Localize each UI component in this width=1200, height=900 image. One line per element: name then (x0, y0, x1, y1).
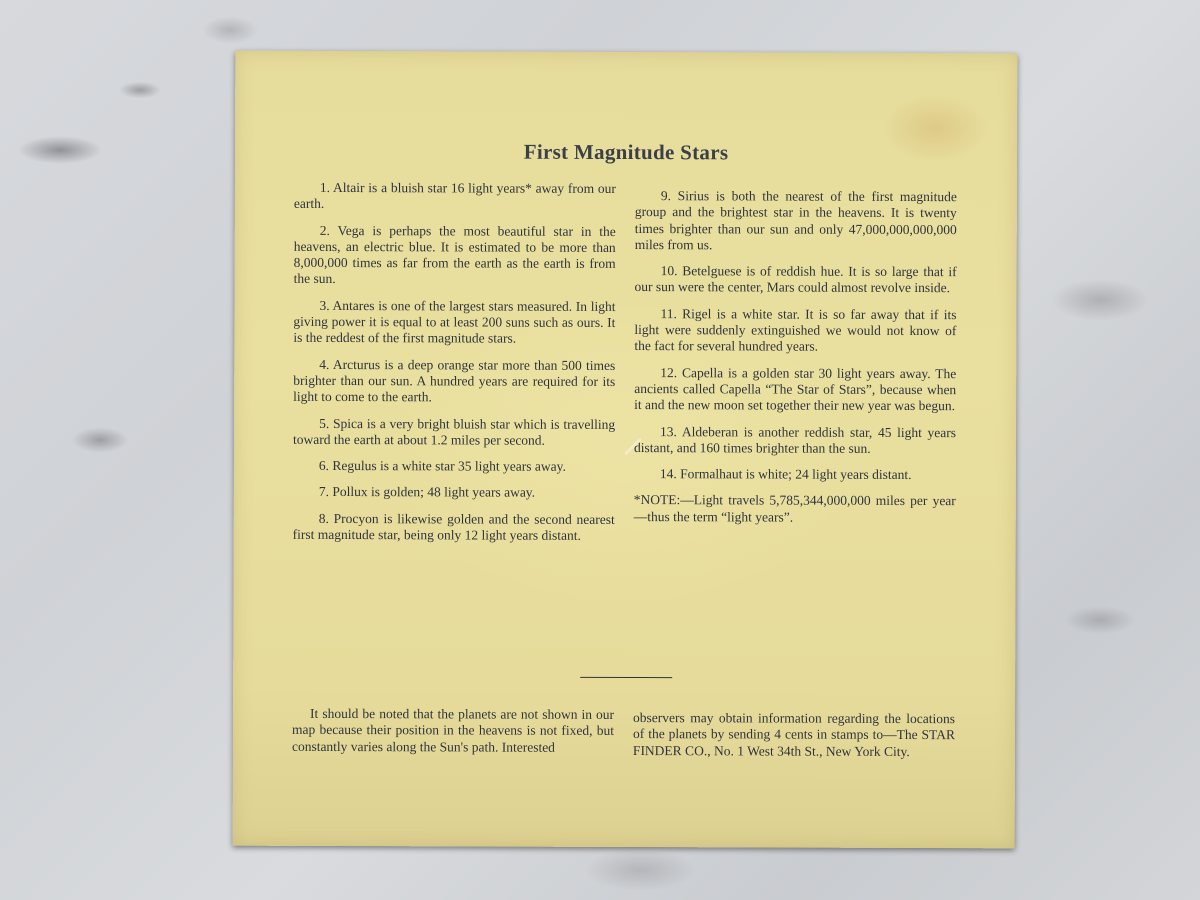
star-entry-10: 10. Betelguese is of reddish hue. It is so large that if our sun were the center, Mars could almost revolve inside. (634, 263, 957, 296)
footer-text-left: It should be noted that the planets are not shown in our map because their position in the heavens is not fixed, but constantly varies along the Sun's path. Interested (291, 705, 615, 755)
star-entry-1: 1. Altair is a bluish star 16 light years* away from our earth. (293, 179, 616, 212)
star-entry-14: 14. Formalhaut is white; 24 light years distant. (659, 466, 912, 483)
section-divider (580, 677, 672, 678)
star-entry-2: 2. Vega is perhaps the most beautiful star in the heavens, an electric blue. It is estimated to be more than 8,000,000 times as far from the earth as the earth is from the sun. (293, 222, 616, 287)
light-year-note: *NOTE:—Light travels 5,785,344,000,000 miles per year—thus the term “light years”. (633, 492, 956, 525)
star-entry-7: 7. Pollux is golden; 48 light years away. (318, 484, 536, 501)
footer-text-right: observers may obtain information regarding the locations of the planets by sending 4 cents in stamps to—The STAR FINDER CO., No. 1 West 34th St., New York City. (632, 710, 956, 759)
star-entry-12: 12. Capella is a golden star 30 light years away. The ancients called Capella “The Star of Stars”, because when it and the new moon set together their new year was begun. (634, 364, 957, 414)
star-entry-13: 13. Aldeberan is another reddish star, 45 light years distant, and 160 times brighter than the sun. (633, 423, 957, 456)
star-entry-4: 4. Arcturus is a deep orange star more than 500 times brighter than our sun. A hundred years are required for its light to come to the earth. (293, 356, 616, 405)
star-entry-3: 3. Antares is one of the largest stars measured. In light giving power it is equal to at least 200 suns such as ours. It is the reddest of the first magnitude stars. (293, 297, 616, 346)
star-entry-5: 5. Spica is a very bright bluish star which is travelling toward the earth at about 1.2 miles per second. (293, 415, 616, 448)
star-card (233, 51, 1018, 849)
left-column (293, 180, 616, 554)
card-title: First Magnitude Stars (523, 139, 729, 165)
right-column (634, 188, 957, 526)
star-entry-11: 11. Rigel is a white star. It is so far away that if its light were suddenly extinguished we would not know of the fact for several hundred years. (634, 305, 957, 355)
star-entry-9: 9. Sirius is both the nearest of the first magnitude group and the brightest star in the heavens. It is twenty times brighter than our sun and only 47,000,000,000,000 miles from us. (634, 188, 957, 253)
star-entry-8: 8. Procyon is likewise golden and the second nearest first magnitude star, being only 12 light years distant. (292, 510, 615, 543)
star-entry-6: 6. Regulus is a white star 35 light years away. (318, 458, 566, 474)
